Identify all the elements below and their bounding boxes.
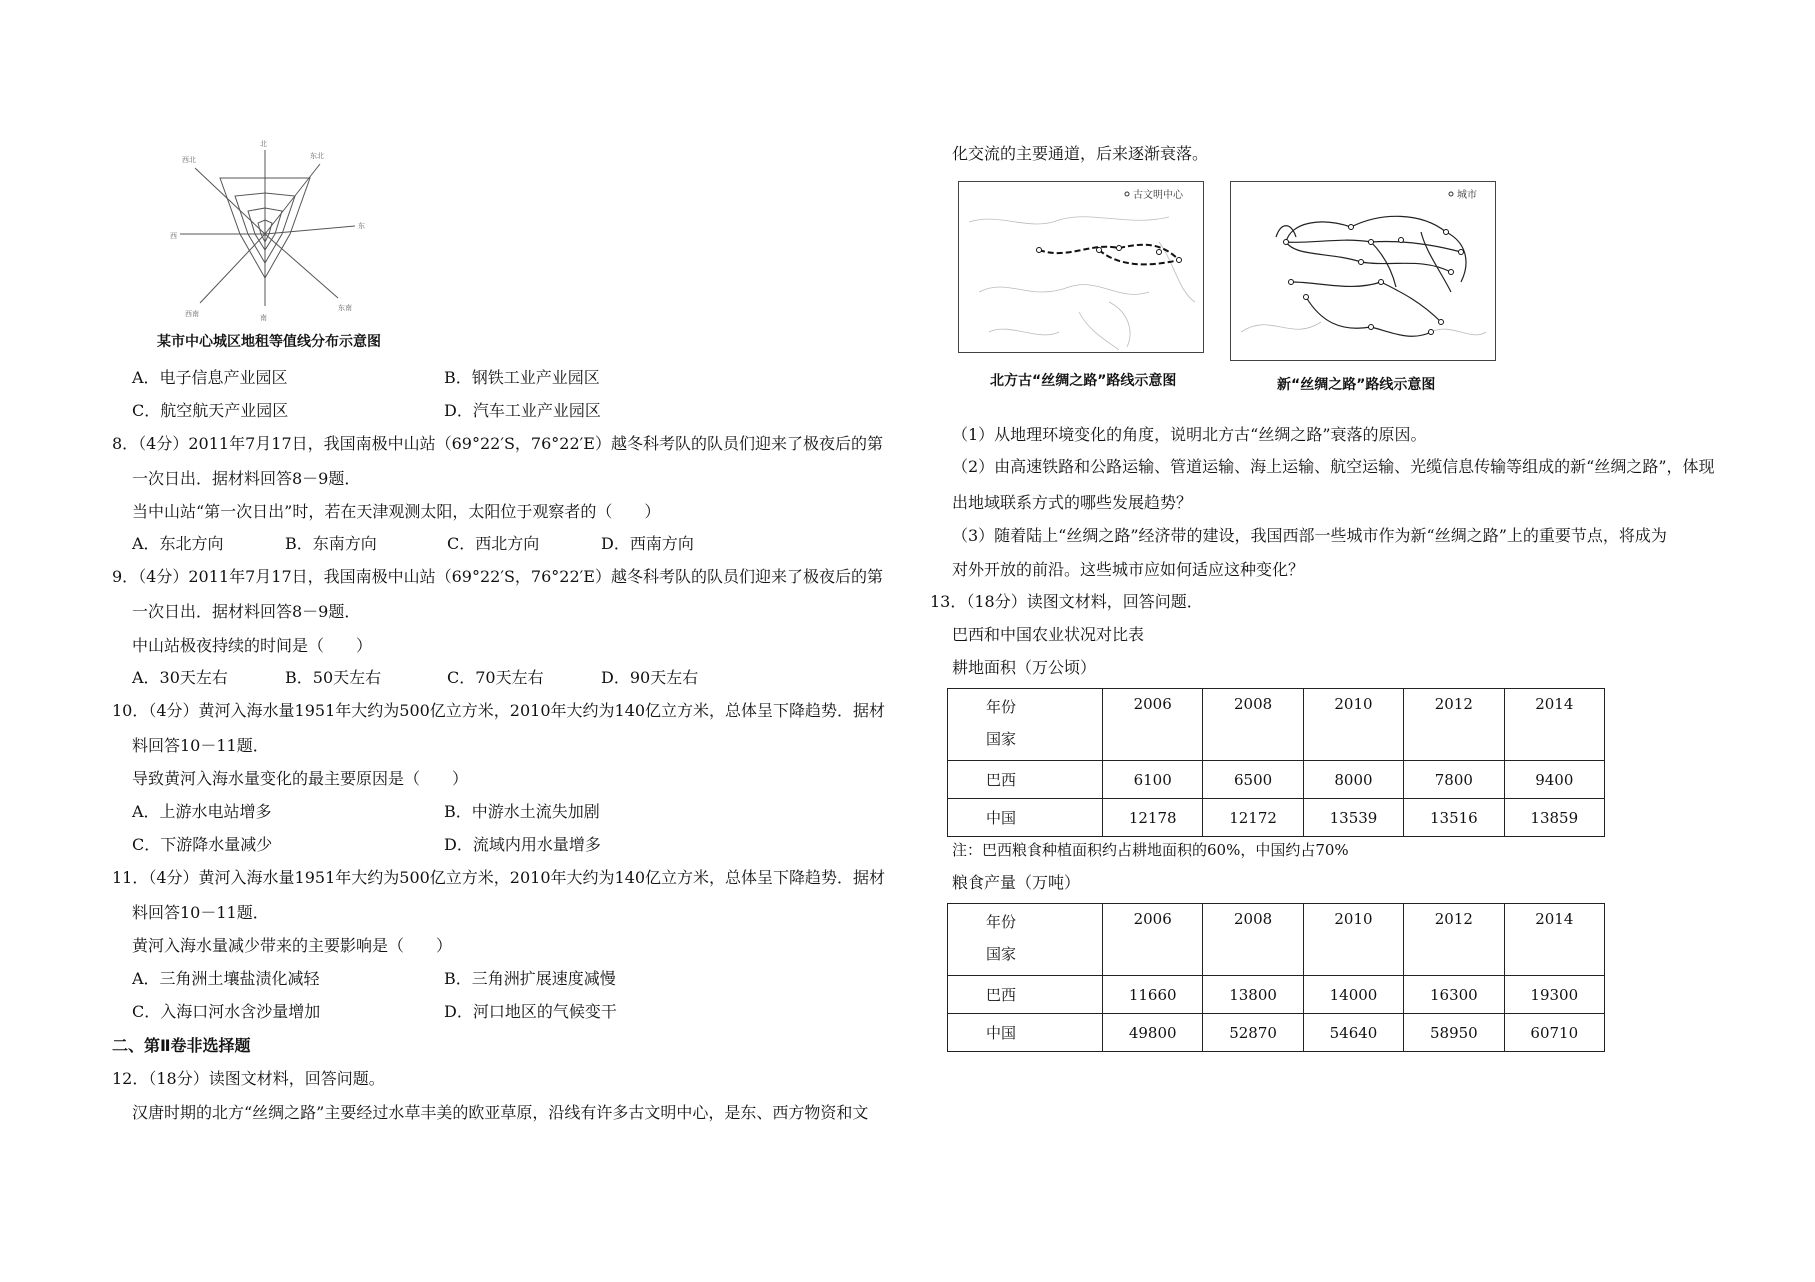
dir-label-se: 东南 [338,304,352,312]
table1-note: 注：巴西粮食种植面积约占耕地面积的60%，中国约占70% [952,841,1349,859]
table1-cell: 6100 [1103,761,1203,799]
table1-head-country: 国家 [986,730,1017,748]
table1-cell: 8000 [1303,761,1403,799]
table2-year: 2014 [1504,904,1604,976]
table2-cell: 11660 [1103,976,1203,1014]
table2-cell: 13800 [1203,976,1303,1014]
q11-option-c: C．入海口河水含沙量增加 [132,1002,321,1021]
table2-cell: 54640 [1303,1014,1403,1052]
dir-label-w: 西 [170,232,177,240]
q10-line1: 10．（4分）黄河入海水量1951年大约为500亿立方米，2010年大约为140亿立方米，总体呈下降趋势．据材 [112,701,886,720]
table1-head-year: 年份 [986,698,1017,716]
q9-line1: 9．（4分）2011年7月17日，我国南极中山站（69°22′S，76°22′E）越冬科考队的队员们迎来了极夜后的第 [112,567,883,586]
q10-line2: 料回答10－11题． [132,736,269,755]
q7-option-d: D．汽车工业产业园区 [444,401,601,420]
table1-cell: 9400 [1504,761,1604,799]
table1-year: 2014 [1504,689,1604,761]
table2-cell: 60710 [1504,1014,1604,1052]
q8-option-a: A．东北方向 [132,534,224,553]
table1-cell: 13859 [1504,799,1604,837]
table2-cell: 49800 [1103,1014,1203,1052]
q7-option-c: C．航空航天产业园区 [132,401,289,420]
q9-option-c: C．70天左右 [447,668,544,687]
q9-line2: 一次日出．据材料回答8－9题． [132,602,361,621]
q11-line1: 11．（4分）黄河入海水量1951年大约为500亿立方米，2010年大约为140亿立方米，总体呈下降趋势．据材 [112,868,886,887]
table2-row-name: 巴西 [948,976,1103,1014]
table1-row [948,799,1605,837]
table1-cell: 12172 [1203,799,1303,837]
map1-caption: 北方古“丝绸之路”路线示意图 [990,373,1177,389]
section-2-heading: 二、第Ⅱ卷非选择题 [112,1036,251,1055]
q9-option-b: B．50天左右 [285,668,382,687]
table2-year: 2008 [1203,904,1303,976]
table1-header-cell [948,689,1103,761]
dir-label-ne: 东北 [310,152,324,160]
table2-cell: 19300 [1504,976,1604,1014]
q11-option-b: B．三角洲扩展速度减慢 [444,969,616,988]
contour-figure-caption: 某市中心城区地租等值线分布示意图 [157,334,381,350]
q10-stem: 导致黄河入海水量变化的最主要原因是（ ） [132,769,469,788]
q12-line1: 12．（18分）读图文材料，回答问题。 [112,1069,385,1088]
q9-option-a: A．30天左右 [132,668,228,687]
table2-year: 2012 [1404,904,1504,976]
q8-line2: 一次日出．据材料回答8－9题． [132,469,361,488]
rent-contour-figure [160,138,380,328]
table2-header-cell [948,904,1103,976]
new-silk-road-map [1230,181,1496,361]
q8-line1: 8．（4分）2011年7月17日，我国南极中山站（69°22′S，76°22′E）越冬科考队的队员们迎来了极夜后的第 [112,434,883,453]
q12-sub3-line1: （3）随着陆上“丝绸之路”经济带的建设，我国西部一些城市作为新“丝绸之路”上的重要节点，将成为 [952,526,1667,545]
q12-sub2-line1: （2）由高速铁路和公路运输、管道运输、海上运输、航空运输、光缆信息传输等组成的新“丝绸之路”，体现 [952,457,1715,476]
table2-label: 粮食产量（万吨） [952,873,1081,892]
q11-option-a: A．三角洲土壤盐渍化减轻 [132,969,320,988]
dir-label-n: 北 [260,140,267,148]
table1-year: 2010 [1303,689,1403,761]
table1-row [948,761,1605,799]
q12-sub2-line2: 出地域联系方式的哪些发展趋势？ [952,493,1193,512]
table2-year: 2006 [1103,904,1203,976]
q9-option-d: D．90天左右 [601,668,699,687]
table2-cell: 52870 [1203,1014,1303,1052]
q10-option-a: A．上游水电站增多 [132,802,272,821]
ancient-silk-road-map [958,181,1204,353]
q12-sub3-line2: 对外开放的前沿。这些城市应如何适应这种变化？ [952,560,1305,579]
table1-cell: 7800 [1404,761,1504,799]
q7-option-b: B．钢铁工业产业园区 [444,368,600,387]
map2-caption: 新“丝绸之路”路线示意图 [1277,377,1436,393]
q12-line2: 汉唐时期的北方“丝绸之路”主要经过水草丰美的欧亚草原，沿线有许多古文明中心，是东、西方物资和文 [132,1103,869,1122]
dir-label-s: 南 [260,314,267,322]
map1-legend-label: 古文明中心 [1133,190,1183,201]
table1-cell: 6500 [1203,761,1303,799]
table1-label: 耕地面积（万公顷） [952,658,1097,677]
dir-label-sw: 西南 [185,310,199,318]
table2-row [948,976,1605,1014]
table1-year: 2006 [1103,689,1203,761]
table2-cell: 16300 [1404,976,1504,1014]
table2-row [948,1014,1605,1052]
table1-cell: 13516 [1404,799,1504,837]
table1-row-name: 巴西 [948,761,1103,799]
table1-cell: 12178 [1103,799,1203,837]
grain-output-table [947,903,1605,1052]
q10-option-b: B．中游水土流失加剧 [444,802,600,821]
table1-row-name: 中国 [948,799,1103,837]
table1-cell: 13539 [1303,799,1403,837]
dir-label-e: 东 [358,222,365,230]
arable-land-table [947,688,1605,837]
dir-label-nw: 西北 [182,156,196,164]
q7-option-a: A．电子信息产业园区 [132,368,288,387]
table2-row-name: 中国 [948,1014,1103,1052]
q13-table-title: 巴西和中国农业状况对比表 [952,625,1145,644]
table2-year: 2010 [1303,904,1403,976]
q13-heading: 13．（18分）读图文材料，回答问题． [930,592,1203,611]
q8-option-c: C．西北方向 [447,534,540,553]
table2-cell: 14000 [1303,976,1403,1014]
q8-stem: 当中山站“第一次日出”时，若在天津观测太阳，太阳位于观察者的（ ） [132,502,661,521]
q11-line2: 料回答10－11题． [132,903,269,922]
q11-option-d: D．河口地区的气候变干 [444,1002,617,1021]
q10-option-d: D．流域内用水量增多 [444,835,601,854]
q8-option-d: D．西南方向 [601,534,694,553]
q10-option-c: C．下游降水量减少 [132,835,273,854]
table2-cell: 58950 [1404,1014,1504,1052]
table2-head-country: 国家 [986,945,1017,963]
table1-year: 2008 [1203,689,1303,761]
table1-year: 2012 [1404,689,1504,761]
q9-stem: 中山站极夜持续的时间是（ ） [132,636,373,655]
table2-head-year: 年份 [986,913,1017,931]
map2-legend-label: 城市 [1457,190,1477,201]
q8-option-b: B．东南方向 [285,534,377,553]
q12-line3: 化交流的主要通道，后来逐渐衰落。 [952,144,1209,163]
q12-sub1: （1）从地理环境变化的角度，说明北方古“丝绸之路”衰落的原因。 [952,425,1427,444]
q11-stem: 黄河入海水量减少带来的主要影响是（ ） [132,936,453,955]
